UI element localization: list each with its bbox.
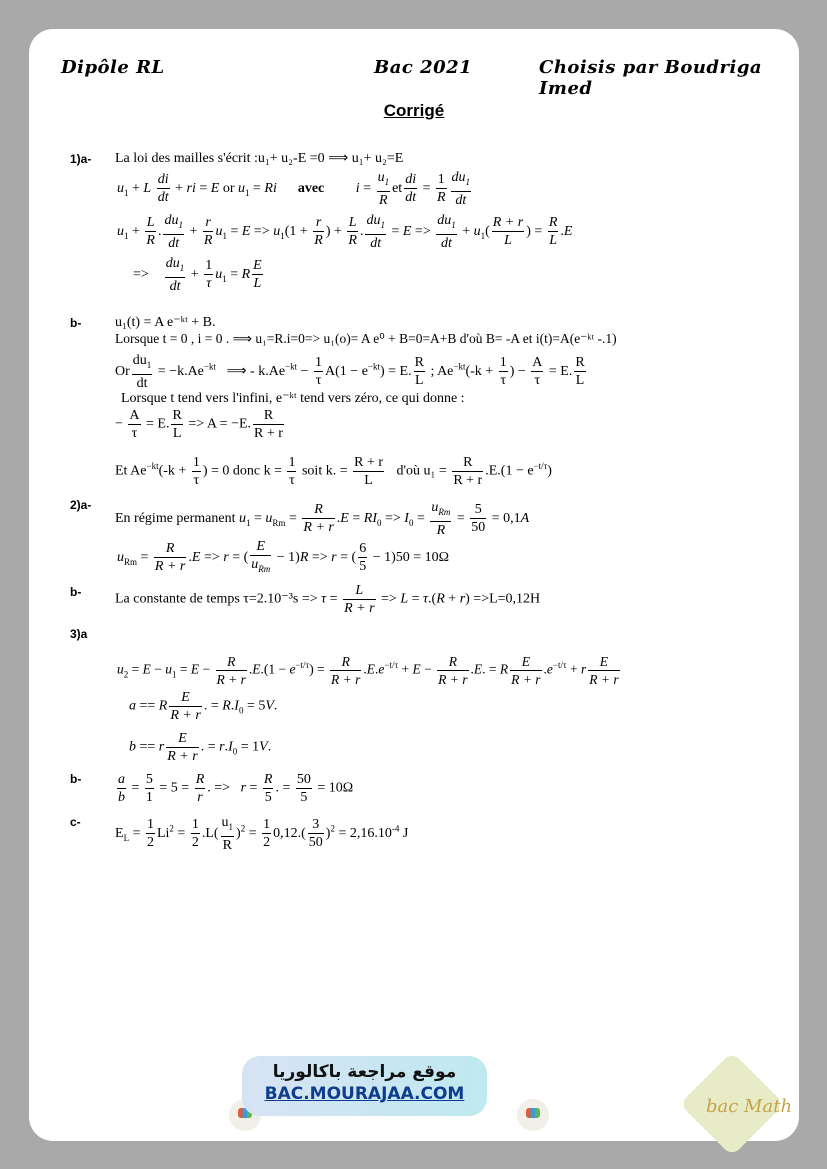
equation-ratio: $\frac{a}{b}$ = $\frac{5}{1}$ = 5 = $\frac{R}{r}$ . => r = $\frac{R}{5}$ . = $\frac{50}{5}$ = 10Ω: [118, 772, 354, 805]
equation-2: $u_1$ + $\frac{L}{R}$ . $\frac{du_1}{dt}$ + $\frac{r}{R}$ $u_1 = E => u_1(1$ + $\frac{r}{R}$ ) + $\frac{L}{R}$ . $\frac{du_1}{dt}$ = E => $\frac{du_1}{dt}$ + $u_1$( $\frac{R + r}{L}$ ) = $\frac{R}{L}$ .E: [117, 213, 573, 251]
or-word: or: [222, 181, 235, 197]
label-1b: b-: [70, 316, 82, 330]
equation-regime: En régime permanent $u_1 = u_{Rm}$ = $\frac{R}{R + r}$ $.E = RI_0 => I_0$ = $\frac{u_{Rm}}{R}$ = $\frac{5}{50}$ = 0,1A: [115, 500, 530, 538]
header-left: Dipôle RL: [61, 57, 165, 78]
regime-text: En régime permanent: [115, 511, 236, 527]
header-center: Bac 2021: [374, 57, 473, 78]
label-3c: c-: [70, 815, 81, 829]
equation-constante: La constante de temps τ=2.10⁻³s => τ = $\frac{L}{R + r}$ => L = τ.(R + r) =>L=0,12H: [115, 583, 541, 616]
footer-url[interactable]: BAC.MOURAJAA.COM: [264, 1084, 465, 1104]
page-title: Corrigé: [383, 101, 445, 120]
equation-k: Et $Ae^{-kt}(-k$ + $\frac{1}{\tau}$ ) = 0 donc k = $\frac{1}{\tau}$ soit k. = $\frac{R + r}{L}$ d'où u₁ = $\frac{R}{R + r}$ $.E.(1 - e^{-t/\tau})$: [115, 455, 552, 488]
equation-a: − $\frac{A}{\tau}$ = E. $\frac{R}{L}$ => A = −E. $\frac{R}{R + r}$: [115, 408, 283, 441]
header-right: Choisis par Boudriga Imed: [539, 57, 763, 99]
avec-word: avec: [297, 181, 325, 197]
constante-text: La constante de temps τ=2.10⁻³s: [115, 591, 299, 607]
label-2b: b-: [70, 585, 82, 599]
label-1a: 1)a-: [70, 152, 92, 166]
equation-or: Or $\frac{du_1}{dt}$ = $-k.Ae^{-kt}$ ⟹ - $k.Ae^{-kt}$ − $\frac{1}{\tau}$ $A(1 - e^{-kt}) = E$. $\frac{R}{L}$ ; $Ae^{-kt}(-k$ + $\frac{1}{\tau}$ ) − $\frac{A}{\tau}$ = E. $\frac{R}{L}$: [115, 353, 585, 391]
equation-a-value: a == R $\frac{E}{R + r}$ . = $R.I_0 = 5V$.: [129, 690, 278, 723]
badge-text: bac Math: [706, 1096, 793, 1117]
footer-arabic: موقع مراجعة باكالوريا: [272, 1062, 457, 1082]
equation-r: $u_{Rm}$ = $\frac{R}{R + r}$ .E => r = ( $\frac{E}{u_{Rm}}$ − 1)R => r = ( $\frac{6}{5}$ − 1)50 = 10Ω: [117, 539, 450, 575]
label-3a: 3)a: [70, 627, 88, 641]
soit-word: soit k. =: [301, 463, 348, 479]
loi-des-mailles: La loi des mailles s'écrit :u₁+ u₂-E =0 ⟹ u₁+ u₂=E: [115, 151, 404, 166]
lorsque-infini: Lorsque t tend vers l'infini, e⁻ᵏᵗ tend vers zéro, ce qui donne :: [121, 391, 465, 406]
equation-3: => $\frac{du_1}{dt}$ + $\frac{1}{\tau}$ $u_1 = R$ $\frac{E}{L}$: [133, 256, 262, 294]
equation-u2: $u_2 = E - u_1 = E$ − $\frac{R}{R + r}$ $.E.(1 - e^{-t/\tau})$ = $\frac{R}{R + r}$ $.E.e^{-t/\tau} + E$ − $\frac{R}{R + r}$ .E. = R $\frac{E}{R + r}$ $.e^{-t/\tau} + r$ $\frac{E}{R + r}$: [117, 654, 619, 687]
lorsque-t0: Lorsque t = 0 , i = 0 . ⟹ u₁=R.i=0=> u₁(o)= A e⁰ + B=0=A+B d'où B= -A et i(t)=A(e⁻ᵏᵗ -.1): [115, 331, 617, 346]
equation-b-value: b == r $\frac{E}{R + r}$ . = $r.I_0 = 1V$.: [129, 731, 272, 764]
footer-banner[interactable]: [242, 1056, 487, 1116]
ut-expression: u₁(t) = A e⁻ᵏᵗ + B.: [115, 315, 216, 330]
donc-word: donc k =: [232, 463, 282, 479]
label-2a: 2)a-: [70, 498, 92, 512]
document-page: [29, 29, 799, 1141]
right-logo-icon: [517, 1099, 549, 1131]
or-capital: Or: [115, 364, 130, 380]
et-word: et: [392, 181, 403, 197]
label-3b: b-: [70, 772, 82, 786]
equation-1: $u_1 + L$ $\frac{di}{dt}$ + ri = E or $u_1 = Ri$ avec i = $\frac{u_1}{R}$ et $\frac{di}{dt}$ = $\frac{1}{R}$ $\frac{du_1}{dt}$: [117, 170, 471, 208]
equation-energy: $E_L$ = $\frac{1}{2}$ $Li^2$ = $\frac{1}{2}$ .L( $\frac{u_1}{R}$ )$^2$ = $\frac{1}{2}$ 0,12.( $\frac{3}{50}$ )$^2 = 2,16.10^{-4}$ J: [115, 815, 409, 853]
dou-word: d'où u₁ =: [396, 463, 447, 479]
